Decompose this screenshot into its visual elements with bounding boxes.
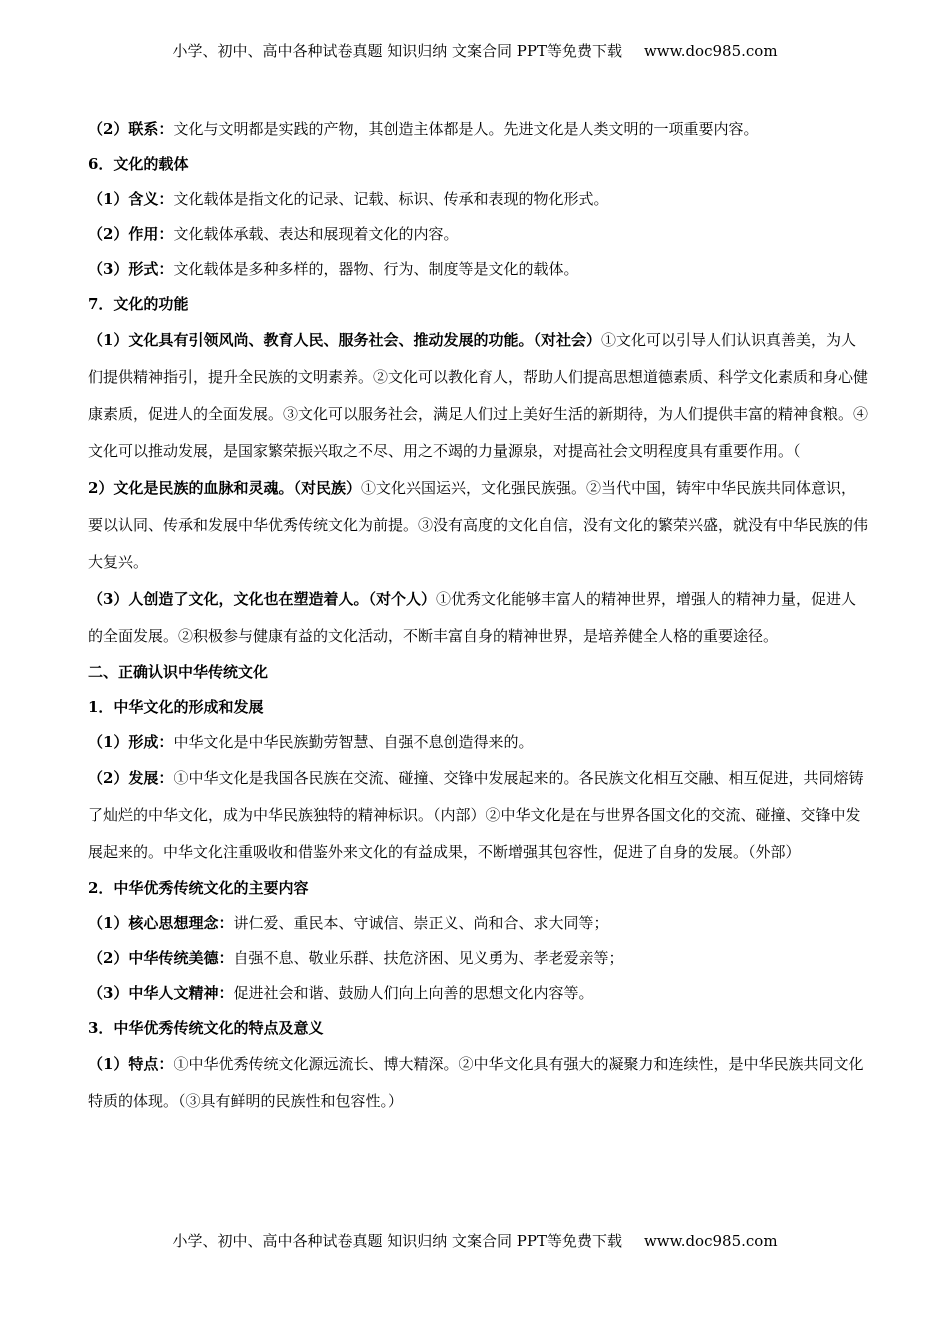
paragraph-label: （2）作用： (88, 225, 174, 243)
section-heading: 3．中华优秀传统文化的特点及意义 (88, 1019, 324, 1037)
header-text: 小学、初中、高中各种试卷真题 知识归纳 文案合同 PPT等免费下载 (172, 42, 622, 60)
paragraph (88, 217, 868, 252)
chapter-heading: 二、正确认识中华传统文化 (88, 663, 269, 681)
paragraph-text: ①中华优秀传统文化源远流长、博大精深。②中华文化具有强大的凝聚力和连续性，是中华民族共同文化特质的体现。（③具有鲜明的民族性和包容性。） (88, 1055, 864, 1110)
paragraph (88, 322, 868, 470)
paragraph-text: 自强不息、敬业乐群、扶危济困、见义勇为、孝老爱亲等； (233, 949, 624, 967)
document-body (88, 112, 868, 1120)
paragraph-text: 中华文化是中华民族勤劳智慧、自强不息创造得来的。 (173, 733, 534, 751)
paragraph (88, 725, 868, 760)
page-footer (0, 1230, 950, 1251)
paragraph (88, 976, 868, 1011)
paragraph-label: （1）含义： (88, 190, 174, 208)
paragraph-text: ①文化兴国运兴，文化强民族强。②当代中国，铸牢中华民族共同体意识，要以认同、传承和发展中华优秀传统文化为前提。③没有高度的文化自信，没有文化的繁荣兴盛，就没有中华民族的伟大复兴。 (88, 479, 869, 571)
paragraph-label: （1）特点： (88, 1055, 174, 1073)
header-url[interactable]: www.doc985.com (643, 42, 778, 60)
paragraph-label: （1）文化具有引领风尚、教育人民、服务社会、推动发展的功能。（对社会） (88, 331, 601, 349)
section-heading: 2．中华优秀传统文化的主要内容 (88, 879, 309, 897)
paragraph (88, 182, 868, 217)
paragraph (88, 252, 868, 287)
paragraph-label: （2）中华传统美德： (88, 949, 234, 967)
paragraph-text: 文化载体是指文化的记录、记载、标识、传承和表现的物化形式。 (173, 190, 609, 208)
footer-url[interactable]: www.doc985.com (643, 1232, 778, 1250)
paragraph (88, 470, 868, 581)
paragraph (88, 112, 868, 147)
page-header (0, 40, 950, 61)
footer-text: 小学、初中、高中各种试卷真题 知识归纳 文案合同 PPT等免费下载 (172, 1232, 622, 1250)
paragraph-text: 文化载体是多种多样的，器物、行为、制度等是文化的载体。 (173, 260, 579, 278)
paragraph-text: ①优秀文化能够丰富人的精神世界，增强人的精神力量，促进人的全面发展。②积极参与健康有益的文化活动，不断丰富自身的精神世界，是培养健全人格的重要途径。 (88, 590, 856, 645)
paragraph-text: ①中华文化是我国各民族在交流、碰撞、交锋中发展起来的。各民族文化相互交融、相互促进，共同熔铸了灿烂的中华文化，成为中华民族独特的精神标识。（内部）②中华文化是在与世界各国文化的交流、碰撞、交锋中发展起来的。中华文化注重吸收和借鉴外来文化的有益成果，不断增强其包容性，促进了自身的发展。（外部） (88, 769, 864, 861)
paragraph-label: （3）中华人文精神： (88, 984, 234, 1002)
paragraph (88, 760, 868, 871)
paragraph-label: （1）形成： (88, 733, 174, 751)
section-heading: 1．中华文化的形成和发展 (88, 698, 264, 716)
paragraph-label: （2）发展： (88, 769, 174, 787)
paragraph-label: 2）文化是民族的血脉和灵魂。（对民族） (88, 479, 361, 497)
paragraph-label: （2）联系： (88, 120, 174, 138)
paragraph (88, 1046, 868, 1120)
paragraph-label: （1）核心思想理念： (88, 914, 234, 932)
paragraph-text: 讲仁爱、重民本、守诚信、崇正义、尚和合、求大同等； (233, 914, 609, 932)
section-heading: 7．文化的功能 (88, 295, 189, 313)
paragraph (88, 906, 868, 941)
paragraph-text: 促进社会和谐、鼓励人们向上向善的思想文化内容等。 (233, 984, 594, 1002)
paragraph (88, 581, 868, 655)
paragraph-label: （3）形式： (88, 260, 174, 278)
paragraph-text: 文化与文明都是实践的产物，其创造主体都是人。先进文化是人类文明的一项重要内容。 (173, 120, 759, 138)
paragraph-label: （3）人创造了文化，文化也在塑造着人。（对个人） (88, 590, 436, 608)
paragraph (88, 941, 868, 976)
section-heading: 6．文化的载体 (88, 155, 189, 173)
paragraph-text: 文化载体承载、表达和展现着文化的内容。 (173, 225, 459, 243)
paragraph-text: ①文化可以引导人们认识真善美，为人们提供精神指引，提升全民族的文明素养。②文化可以教化育人，帮助人们提高思想道德素质、科学文化素质和身心健康素质，促进人的全面发展。③文化可以服务社会，满足人们过上美好生活的新期待，为人们提供丰富的精神食粮。④文化可以推动发展，是国家繁荣振兴取之不尽、用之不竭的力量源泉，对提高社会文明程度具有重要作用。（ (88, 331, 869, 460)
